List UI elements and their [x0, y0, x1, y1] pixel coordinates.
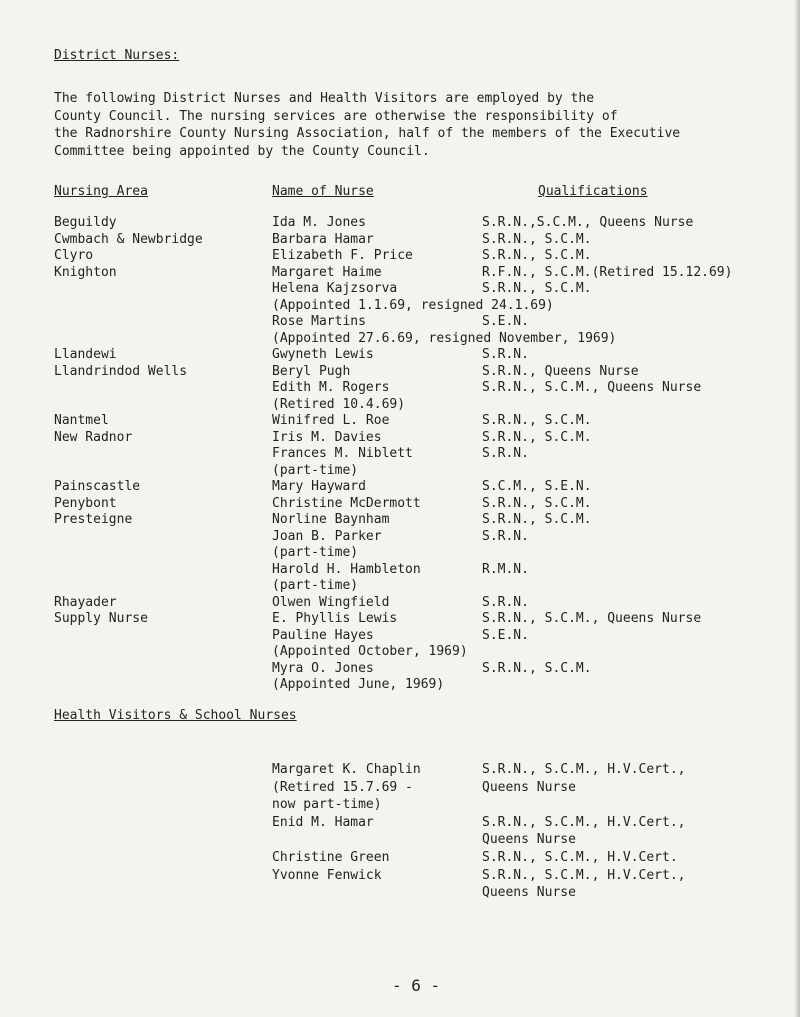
health-visitor-name-cell: now part-time): [272, 797, 382, 813]
page-title: District Nurses:: [54, 48, 180, 63]
intro-line: Committee being appointed by the County Council.: [54, 143, 430, 159]
nursing-area-cell: Knighton: [54, 264, 117, 280]
nurse-name-cell: (part-time): [272, 545, 359, 560]
nurse-name-cell: Myra O. Jones: [272, 660, 374, 676]
qualifications-cell: S.R.N., S.C.M., Queens Nurse: [482, 380, 702, 395]
nurse-name-cell: (Appointed 1.1.69, resigned 24.1.69): [272, 297, 554, 313]
health-visitor-name-cell: Enid M. Hamar: [272, 814, 374, 830]
qualifications-cell: S.C.M., S.E.N.: [482, 479, 592, 494]
nurse-name-cell: (Appointed June, 1969): [272, 677, 445, 692]
health-visitor-qualifications-cell: Queens Nurse: [482, 832, 576, 848]
health-visitor-qualifications-cell: S.R.N., S.C.M., H.V.Cert.,: [482, 762, 686, 777]
qualifications-cell: S.R.N., S.C.M.: [482, 495, 592, 511]
nurse-name-cell: Joan B. Parker: [272, 528, 382, 544]
health-visitor-qualifications-cell: S.R.N., S.C.M., H.V.Cert.,: [482, 867, 686, 883]
health-visitor-name-cell: (Retired 15.7.69 -: [272, 779, 413, 795]
nurse-name-cell: Elizabeth F. Price: [272, 248, 413, 263]
health-visitor-qualifications-cell: S.R.N., S.C.M., H.V.Cert.,: [482, 814, 686, 830]
qualifications-cell: S.E.N.: [482, 627, 529, 643]
nursing-area-cell: Rhayader: [54, 594, 117, 610]
qualifications-cell: S.R.N.: [482, 347, 529, 362]
nursing-area-cell: Beguildy: [54, 215, 117, 230]
health-visitor-qualifications-cell: Queens Nurse: [482, 885, 576, 901]
health-visitor-qualifications-cell: Queens Nurse: [482, 779, 576, 795]
nurse-name-cell: Pauline Hayes: [272, 627, 374, 643]
nurse-name-cell: E. Phyllis Lewis: [272, 611, 398, 626]
health-visitor-name-cell: Christine Green: [272, 850, 390, 865]
health-visitor-name-cell: Margaret K. Chaplin: [272, 762, 421, 777]
nurse-name-cell: Ida M. Jones: [272, 215, 366, 230]
qualifications-cell: S.R.N., S.C.M., Queens Nurse: [482, 611, 702, 626]
nurse-name-cell: Olwen Wingfield: [272, 594, 390, 610]
nursing-area-cell: Llandrindod Wells: [54, 363, 188, 379]
qualifications-cell: S.R.N., S.C.M.: [482, 231, 592, 247]
nursing-area-cell: New Radnor: [54, 429, 133, 445]
nurse-name-cell: Beryl Pugh: [272, 363, 351, 379]
nurse-name-cell: Rose Martins: [272, 314, 366, 329]
nursing-area-cell: Clyro: [54, 248, 94, 263]
intro-line: the Radnorshire County Nursing Association, half of the members of the Executive: [54, 126, 681, 141]
nurse-name-cell: (Appointed 27.6.69, resigned November, 1969): [272, 330, 617, 346]
qualifications-cell: S.R.N.: [482, 528, 529, 544]
nursing-area-cell: Llandewi: [54, 347, 117, 362]
qualifications-cell: S.R.N., S.C.M.: [482, 660, 592, 676]
nurse-name-cell: (Appointed October, 1969): [272, 644, 468, 659]
nurse-name-cell: Frances M. Niblett: [272, 446, 413, 461]
qualifications-cell: R.F.N., S.C.M.(Retired 15.12.69): [482, 264, 733, 280]
col-header-qualifications: Qualifications: [538, 184, 648, 199]
health-visitor-qualifications-cell: S.R.N., S.C.M., H.V.Cert.: [482, 850, 678, 865]
nurse-name-cell: Harold H. Hambleton: [272, 561, 421, 577]
nursing-area-cell: Penybont: [54, 495, 117, 511]
intro-line: The following District Nurses and Health Visitors are employed by the: [54, 91, 595, 106]
qualifications-cell: S.R.N.,S.C.M., Queens Nurse: [482, 215, 694, 230]
col-header-area: Nursing Area: [54, 184, 148, 199]
nursing-area-cell: Nantmel: [54, 413, 109, 428]
nursing-area-cell: Presteigne: [54, 512, 133, 527]
nurse-name-cell: Margaret Haime: [272, 264, 382, 280]
qualifications-cell: S.R.N., S.C.M.: [482, 248, 592, 263]
col-header-name: Name of Nurse: [272, 184, 374, 199]
nurse-name-cell: (part-time): [272, 462, 359, 478]
qualifications-cell: S.R.N.: [482, 446, 529, 461]
nurse-name-cell: Edith M. Rogers: [272, 380, 390, 395]
nurse-name-cell: Helena Kajzsorva: [272, 281, 398, 296]
qualifications-cell: S.R.N., S.C.M.: [482, 429, 592, 445]
nursing-area-cell: Painscastle: [54, 479, 141, 494]
health-visitors-heading: Health Visitors & School Nurses: [54, 708, 297, 723]
nurse-name-cell: Iris M. Davies: [272, 429, 382, 445]
page-edge-shadow: [794, 0, 800, 1017]
intro-line: County Council. The nursing services are otherwise the responsibility of: [54, 108, 618, 124]
qualifications-cell: S.R.N., S.C.M.: [482, 413, 592, 428]
page-number: - 6 -: [392, 976, 441, 995]
qualifications-cell: S.R.N., S.C.M.: [482, 281, 592, 296]
nurse-name-cell: Mary Hayward: [272, 479, 366, 494]
nurse-name-cell: Winifred L. Roe: [272, 413, 390, 428]
health-visitor-name-cell: Yvonne Fenwick: [272, 867, 382, 883]
nursing-area-cell: Cwmbach & Newbridge: [54, 231, 203, 247]
nurse-name-cell: Norline Baynham: [272, 512, 390, 527]
nurse-name-cell: Barbara Hamar: [272, 231, 374, 247]
qualifications-cell: R.M.N.: [482, 561, 529, 577]
qualifications-cell: S.R.N.: [482, 594, 529, 610]
qualifications-cell: S.E.N.: [482, 314, 529, 329]
nurse-name-cell: Gwyneth Lewis: [272, 347, 374, 362]
nurse-name-cell: (part-time): [272, 578, 359, 593]
qualifications-cell: S.R.N., Queens Nurse: [482, 363, 639, 379]
nurse-name-cell: Christine McDermott: [272, 495, 421, 511]
qualifications-cell: S.R.N., S.C.M.: [482, 512, 592, 527]
nursing-area-cell: Supply Nurse: [54, 611, 148, 626]
nurse-name-cell: (Retired 10.4.69): [272, 396, 406, 412]
